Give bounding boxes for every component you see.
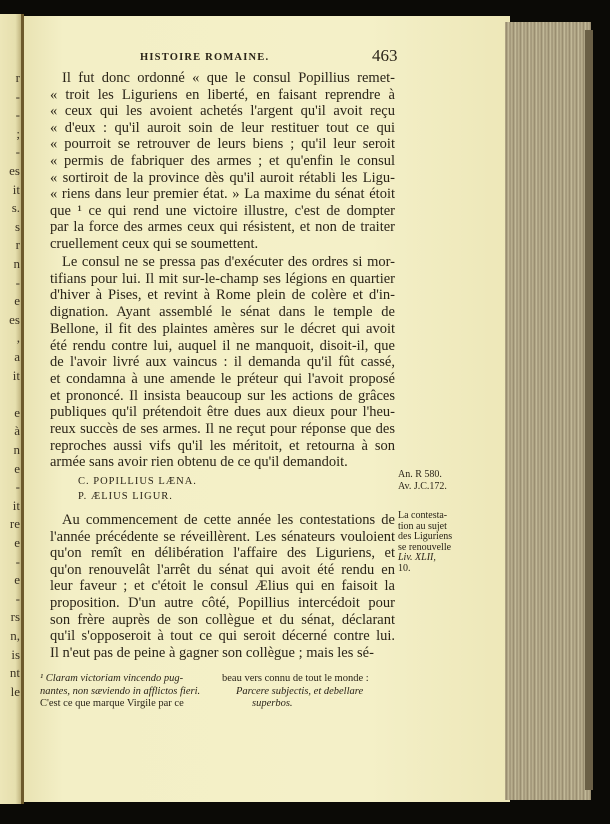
text-line: dignation. Ayant assemblé le sénat dans le temple de <box>50 304 395 321</box>
text-line: « sortiroit de la province dès qu'il auroit rétabli les Ligu- <box>50 169 395 186</box>
book-cover-edge <box>585 30 593 790</box>
left-page-fragment: it <box>12 367 20 383</box>
text-line: qu'on remît en délibération l'affaire des Liguriens, et <box>50 545 395 562</box>
left-page-fragment: à <box>14 423 20 439</box>
text-line: par la force des armes ceux qui résistent, et non de traiter <box>50 219 395 236</box>
text-line: d'hiver à Pises, et revint à Rome plein de colère et d'in- <box>50 287 395 304</box>
left-page-fragment: it <box>12 497 20 513</box>
left-page-fragment: , <box>16 330 20 346</box>
left-page-fragment: - <box>15 107 20 123</box>
text-line: proposition. D'un autre côté, Popillius intercédoit pour <box>50 595 395 611</box>
footnote-line: ¹ Claram victoriam vincendo pug- <box>40 673 184 684</box>
footnote-line: C'est ce que marque Virgile par ce <box>40 698 184 709</box>
text-line: son frère auprès de son collègue et du sénat, déclarant <box>50 611 395 628</box>
left-page-fragment: - <box>15 479 20 495</box>
consul-name: P. ÆLIUS LIGUR. <box>78 491 173 502</box>
text-line: Le consul ne se pressa pas d'exécuter des ordres si mor- <box>62 254 395 270</box>
margin-year: Av. J.C.172. <box>398 481 447 492</box>
footnote-line: nantes, non sæviendo in afflictos fieri. <box>40 685 201 697</box>
left-page-fragment: - <box>15 553 20 569</box>
left-page-fragment: - <box>15 144 20 160</box>
margin-year: An. R 580. <box>398 469 442 480</box>
left-page-fragment: n <box>13 256 20 271</box>
left-page-fragment: - <box>15 590 20 606</box>
left-page-fragment: nt <box>9 665 20 681</box>
running-title: HISTOIRE ROMAINE. <box>140 52 270 63</box>
left-page-fragment: - <box>15 274 20 290</box>
text-line: « d'eux : qu'il auroit soin de leur restituer tout ce qui <box>50 119 395 136</box>
left-page-fragment: e <box>14 460 20 476</box>
left-page-fragment: e <box>14 572 20 588</box>
text-line: qu'on renouvelât l'arrêt du sénat qui avoit été rendu en <box>50 561 395 578</box>
text-line: et condamna à une amende le préteur qui l'avoit proposé <box>50 370 395 387</box>
text-line: publiques qu'il prétendoit être dues aux dieux pour l'heu- <box>50 404 395 421</box>
left-page-fragment: le <box>10 683 20 699</box>
left-page-fragment: e <box>14 293 20 309</box>
footnote-line: superbos. <box>252 698 293 709</box>
footnote-line: beau vers connu de tout le monde : <box>222 673 369 684</box>
text-line: que ¹ ce qui rend une victoire illustre, c'est de dompter <box>50 202 395 219</box>
text-line: leur faveur ; et c'étoit le consul Ælius qui en faisoit la <box>50 578 395 595</box>
margin-note-line: tion au sujet <box>398 520 447 532</box>
text-line: armée sans avoir rien obtenu de ce qu'il demandoit. <box>50 454 348 471</box>
text-line: « pourroit se retrouver de leurs biens ; qu'il leur seroit <box>50 136 395 153</box>
left-page-fragment: e <box>14 535 20 550</box>
consul-name: C. POPILLIUS LÆNA. <box>78 476 197 487</box>
text-line: Il n'eut pas de peine à gagner son collègue ; mais les sé- <box>50 644 374 661</box>
text-line: Au commencement de cette année les contestations de <box>62 512 395 528</box>
margin-note-line: des Liguriens <box>398 531 453 542</box>
left-page-fragment: it <box>12 181 20 197</box>
text-line: de l'avoir livré aux vaincus : il demanda qu'il fût cassé, <box>50 354 395 371</box>
margin-note-line: 10. <box>398 562 411 574</box>
text-line: « troit les Liguriens en liberté, en faisant reprendre à <box>50 86 395 103</box>
margin-note-line: Liv. XLII, <box>398 552 436 563</box>
text-line: et prononcé. Il insista beaucoup sur les actions de grâces <box>50 387 395 404</box>
text-line: Il fut donc ordonné « que le consul Popillius remet- <box>62 70 395 86</box>
text-line: « ceux qui les avoient achetés l'argent qu'il avoit reçu <box>50 103 395 120</box>
page-number: 463 <box>372 46 398 65</box>
margin-note-line: se renouvelle <box>398 541 452 553</box>
left-page-fragment: a <box>14 349 20 364</box>
text-line: reproches aussi vifs qu'il les méritoit, et retourna à son <box>50 437 395 454</box>
left-page-fragment: - <box>15 88 20 104</box>
text-line: reux succès de ses armes. Il ne reçut pour réponse que des <box>50 421 395 437</box>
text-line: été rendu contre lui, auquel il ne manquoit, disoit-il, que <box>50 337 395 354</box>
left-page-fragment: e <box>14 404 20 420</box>
left-page-fragment: r <box>15 237 20 253</box>
text-line: l'année précédente se réveillèrent. Les sénateurs vouloient <box>50 528 395 545</box>
left-page-fragment: rs <box>10 609 20 625</box>
text-line: qu'il s'opposeroit à tout ce qui seroit décerné contre lui. <box>50 628 395 645</box>
left-page-fragment: re <box>9 516 20 532</box>
text-line: Bellone, il fit des plaintes amères sur le décret qui avoit <box>50 320 395 337</box>
margin-note-line: La contesta- <box>398 510 448 521</box>
page-stack-edge <box>505 22 591 800</box>
left-page-fragment: es <box>9 311 20 327</box>
text-line: tifians pour lui. Il mit sur-le-champ ses légions en quartier <box>50 270 395 287</box>
left-page-fragment: es <box>9 163 20 178</box>
text-line: « riens dans leur premier état. » La maxime du sénat étoit <box>50 186 395 203</box>
left-page-fragment: is <box>11 646 20 662</box>
left-page-fragment: ; <box>16 125 20 141</box>
left-page-fragment: r <box>15 70 20 85</box>
left-page-fragment: s <box>14 218 20 234</box>
footnote-line: Parcere subjectis, et debellare <box>236 685 364 697</box>
left-page-fragment: n <box>13 442 20 457</box>
text-line: cruellement ceux qui se soumettent. <box>50 236 259 252</box>
left-page-fragment: n, <box>10 628 20 643</box>
text-line: « permis de fabriquer des armes ; et qu'enfin le consul <box>50 153 395 169</box>
left-page-fragment: s. <box>11 200 20 216</box>
